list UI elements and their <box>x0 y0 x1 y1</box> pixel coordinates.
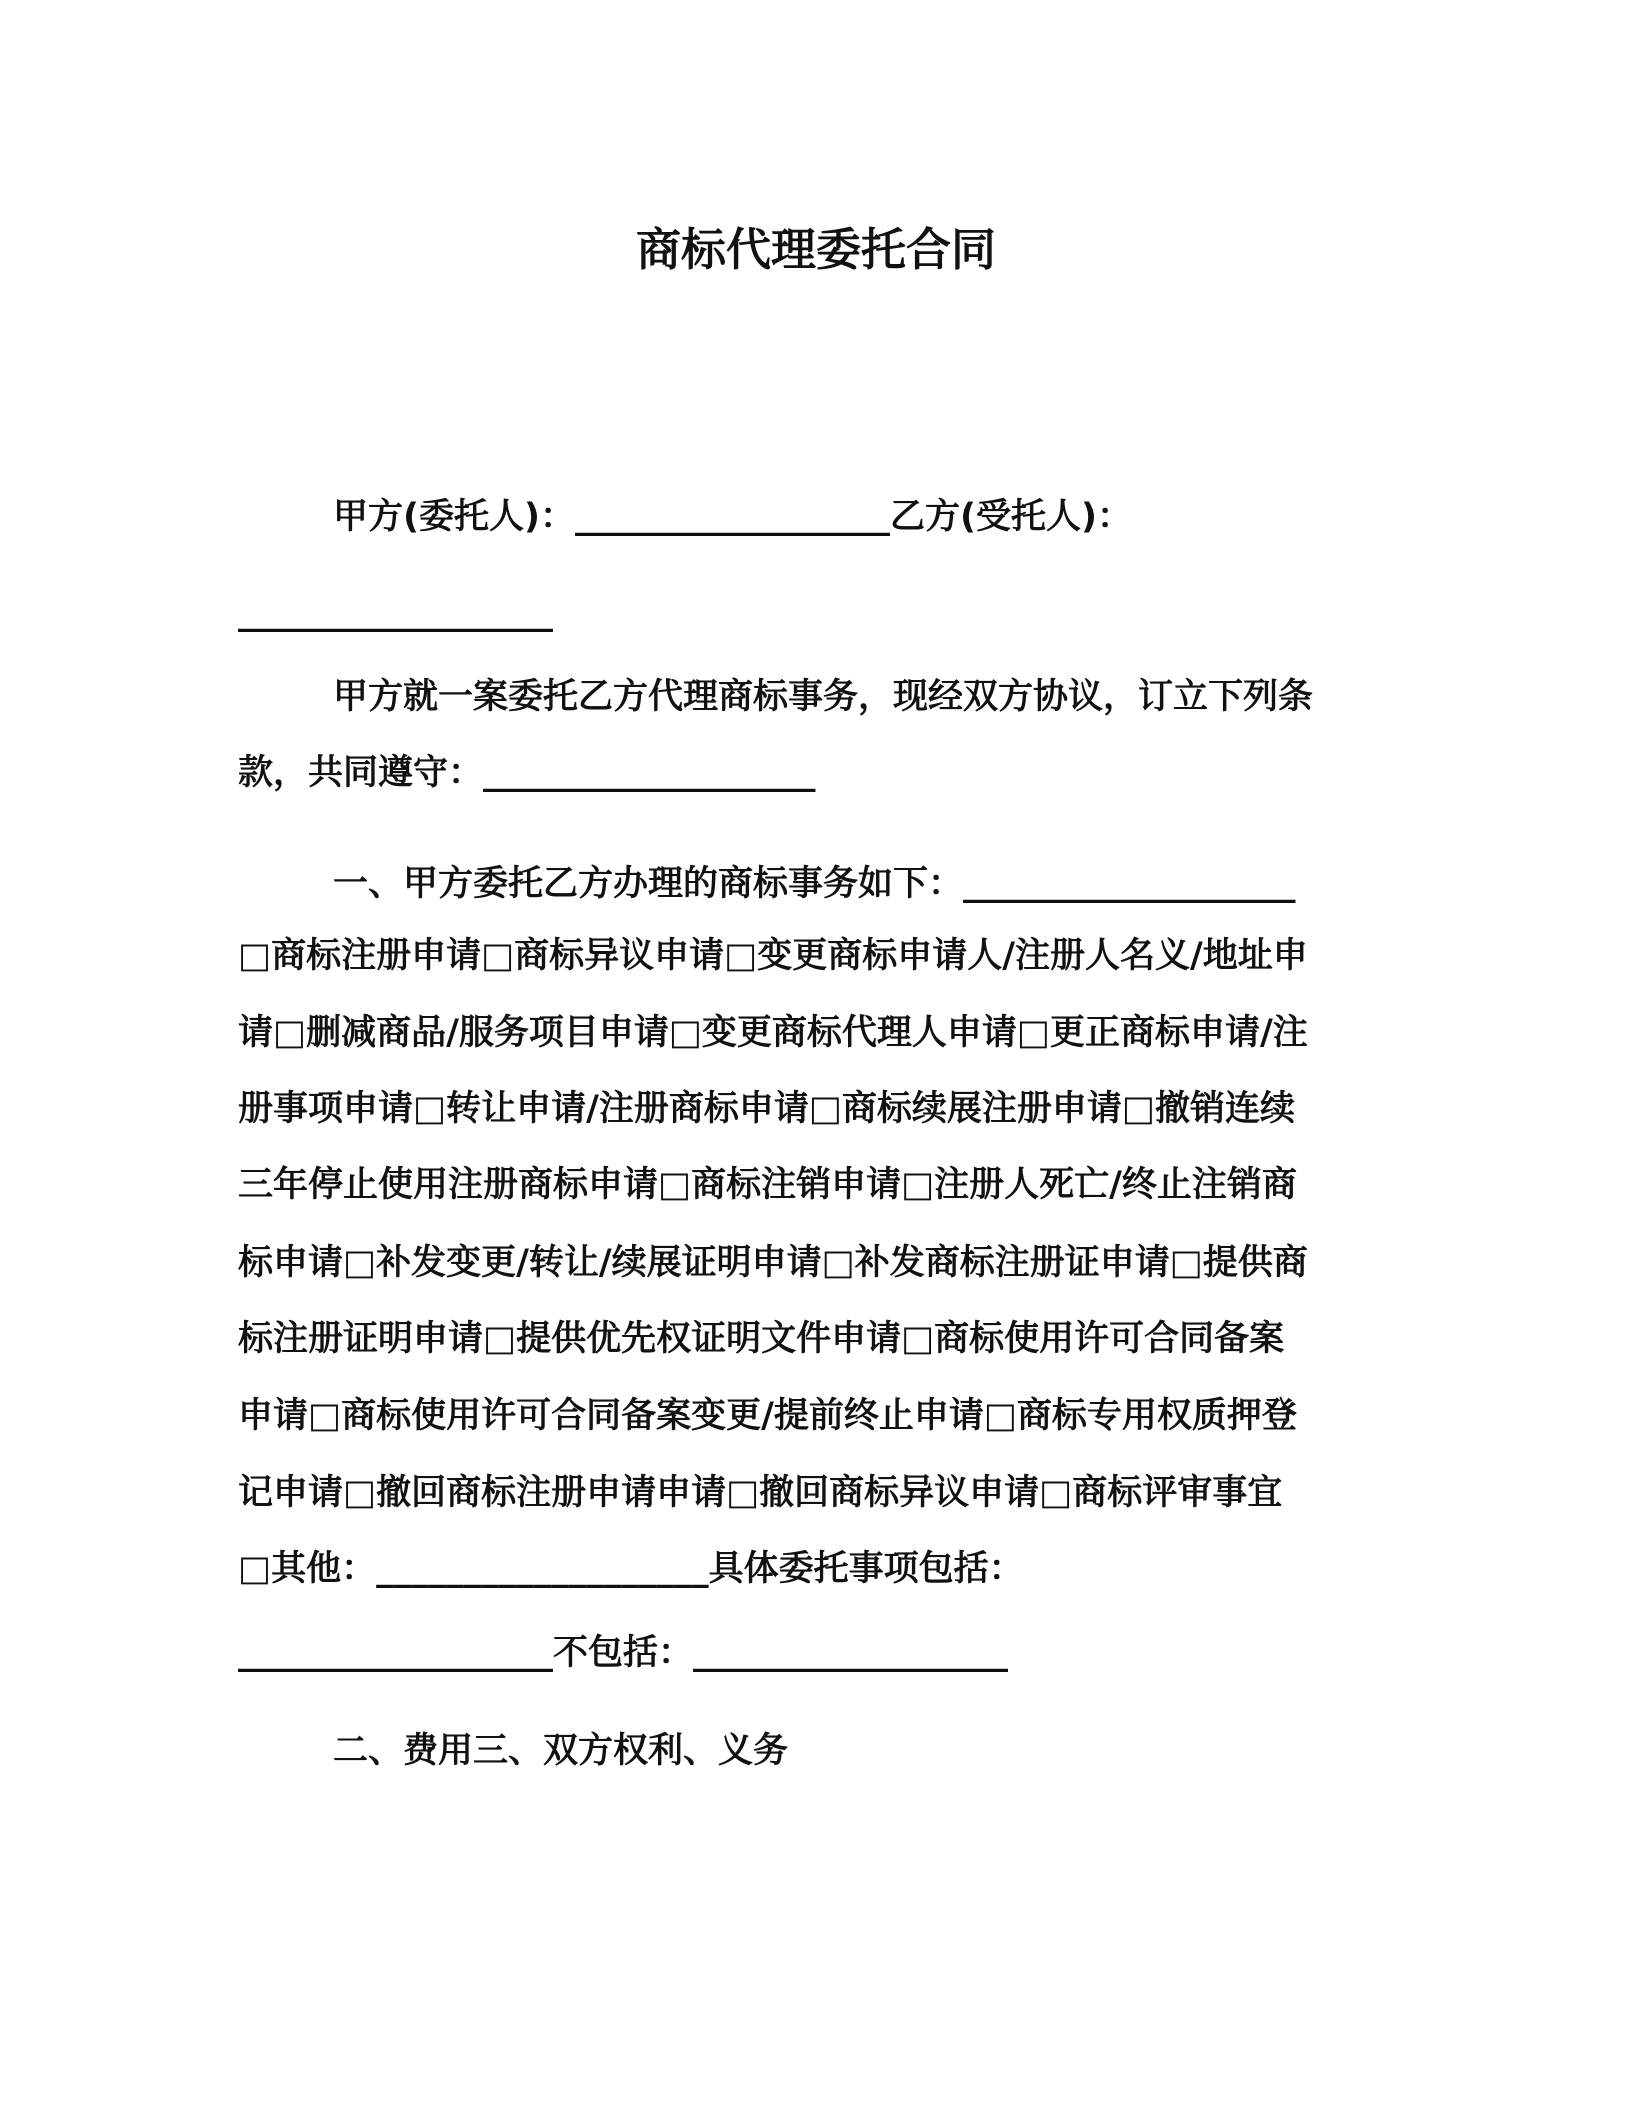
section-1-line: 申请□商标使用许可合同备案变更/提前终止申请□商标专用权质押登 <box>238 1396 1297 1436</box>
preamble-line-1: 甲方就一案委托乙方代理商标事务，现经双方协议，订立下列条 <box>333 677 1314 717</box>
section-1-line: __________________不包括：__________________ <box>238 1633 1009 1673</box>
section-1-line: □商标注册申请□商标异议申请□变更商标申请人/注册人名义/地址申 <box>238 936 1308 976</box>
section-1-line: 册事项申请□转让申请/注册商标申请□商标续展注册申请□撤销连续 <box>238 1089 1295 1129</box>
section-1-line: 请□删减商品/服务项目申请□变更商标代理人申请□更正商标申请/注 <box>238 1013 1308 1053</box>
document-title: 商标代理委托合同 <box>635 223 996 276</box>
section-1-line: 标申请□补发变更/转让/续展证明申请□补发商标注册证申请□提供商 <box>238 1243 1308 1283</box>
section-1-line: □其他：___________________具体委托事项包括： <box>238 1549 1024 1589</box>
parties-blank-line: __________________ <box>238 593 553 633</box>
section-2-heading: 二、费用三、双方权利、义务 <box>333 1731 789 1771</box>
section-1-line: 三年停止使用注册商标申请□商标注销申请□注册人死亡/终止注销商 <box>238 1165 1297 1205</box>
section-1-line: 记申请□撤回商标注册申请申请□撤回商标异议申请□商标评审事宜 <box>238 1473 1283 1513</box>
section-1-heading: 一、甲方委托乙方办理的商标事务如下：___________________ <box>333 864 1296 904</box>
preamble-line-2: 款，共同遵守：___________________ <box>238 753 816 793</box>
section-1-line: 标注册证明申请□提供优先权证明文件申请□商标使用许可合同备案 <box>238 1319 1285 1359</box>
parties-line: 甲方(委托人)：__________________乙方(受托人)： <box>333 497 1132 537</box>
